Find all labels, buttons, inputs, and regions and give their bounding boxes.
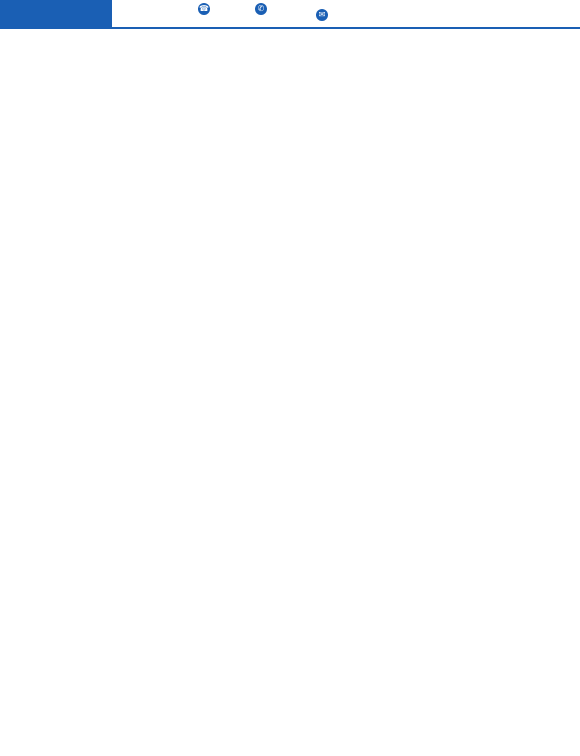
column-2	[117, 31, 224, 753]
page-header	[0, 0, 580, 29]
column-3	[231, 31, 338, 753]
column-4	[345, 31, 452, 753]
contact-whatsapp	[255, 3, 269, 15]
contact-phone	[198, 3, 212, 15]
section-title	[0, 0, 112, 27]
column-1	[3, 31, 110, 753]
column-5	[459, 31, 566, 753]
phone-icon: ☎	[199, 4, 209, 13]
email-icon: ✉	[316, 9, 328, 21]
whatsapp-icon: ✆	[255, 3, 267, 15]
contact-email	[316, 9, 330, 21]
